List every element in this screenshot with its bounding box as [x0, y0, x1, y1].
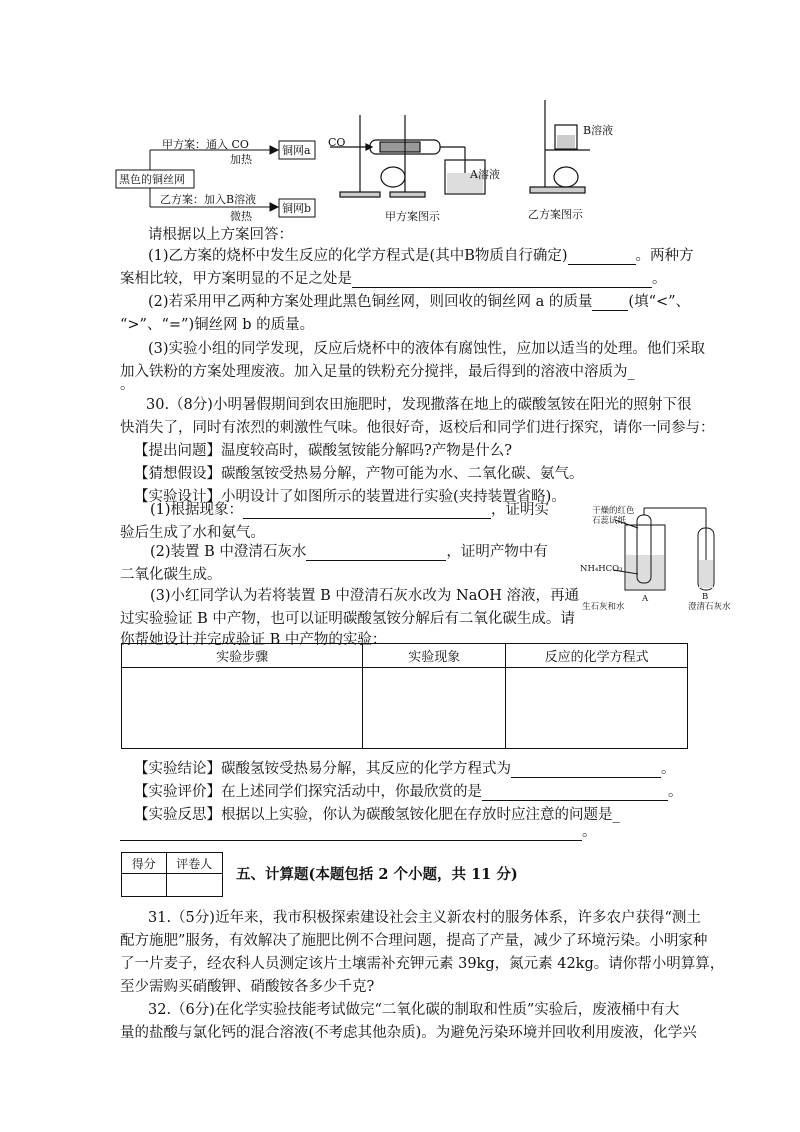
- q29-part1-line2: [120, 270, 667, 288]
- fig-litmus-label2: 石蕊试纸: [592, 516, 627, 526]
- table-cell[interactable]: [363, 668, 506, 749]
- copper-net-b: 铜网b: [282, 202, 312, 215]
- co-inlet-label: CO: [328, 136, 346, 149]
- evaluation-text: 【实验评价】在上述同学们探究活动中，你最欣赏的是: [134, 784, 482, 800]
- plan-a-condition: 加热: [230, 153, 252, 166]
- q29-part3-line2: 加入铁粉的方案处理废液。加入足量的铁粉充分搅拌，最后得到的溶液中溶质为_: [120, 364, 635, 380]
- q30-line2: 快消失了，同时有浓烈的刺激性气味。他很好奇，返校后和同学们进行探究，请你一同参与：: [120, 420, 715, 436]
- table-cell[interactable]: [122, 668, 363, 749]
- conclusion-text: 【实验结论】碳酸氢铵受热易分解，其反应的化学方程式为: [134, 761, 511, 777]
- reflection-end: 。: [582, 824, 597, 840]
- copper-net-a: 铜网a: [282, 144, 311, 157]
- experiment-table: [121, 643, 688, 749]
- q29-p2-end: (填“<”、: [628, 294, 691, 310]
- q31-line1: 31.（5分)近年来，我市积极探索建设社会主义新农村的服务体系，许多农户获得“测土: [148, 910, 701, 926]
- score-label: 得分: [122, 853, 167, 874]
- table-header-cell: 实验步骤: [122, 644, 363, 668]
- table-header-cell: 反应的化学方程式: [506, 644, 688, 668]
- fig-lime-water-label: 生石灰和水: [582, 602, 625, 612]
- q29-part3-line1: (3)实验小组的同学发现，反应后烧杯中的液体有腐蚀性，应加以适当的处理。他们采取: [148, 341, 706, 357]
- plan-b-label: 乙方案：加入B溶液: [160, 193, 257, 206]
- q30-s1-line: [150, 501, 549, 519]
- answer-blank[interactable]: [568, 250, 636, 265]
- q30-reflection-line2: [120, 823, 597, 841]
- answer-blank[interactable]: [352, 273, 652, 288]
- plan-a-apparatus: [320, 95, 520, 205]
- q30-s2-text: (2)装置 B 中澄清石灰水: [150, 544, 307, 560]
- q30-reflection: 【实验反思】根据以上实验，你认为碳酸氢铵化肥在存放时应注意的问题是_: [134, 807, 620, 823]
- q29-p2-text: (2)若采用甲乙两种方案处理此黑色铜丝网，则回收的铜丝网 a 的质量: [148, 294, 593, 310]
- fig-clear-limewater-label: 澄清石灰水: [688, 602, 731, 612]
- q30-s1-line2: 验后生成了水和氨气。: [120, 525, 265, 541]
- fig-label-b: B: [702, 592, 709, 602]
- plans-flow-diagram: [0, 0, 800, 230]
- plan-b-apparatus: [525, 95, 605, 205]
- q29-p1-end: 。两种方: [635, 248, 694, 264]
- q30-question: 【提出问题】温度较高时，碳酸氢铵能分解吗?产物是什么?: [134, 443, 513, 459]
- conclusion-end: 。: [661, 761, 676, 777]
- plan-b-caption: 乙方案图示: [528, 208, 583, 221]
- q31-line2: 配方施肥”服务，有效解决了施肥比例不合理问题，提高了产量，减少了环境污染。小明家种: [120, 933, 708, 949]
- q30-hypothesis: 【猜想假设】碳酸氢铵受热易分解，产物可能为水、二氧化碳、氨气。: [134, 466, 584, 482]
- a-solution-label: A溶液: [470, 168, 500, 181]
- fig-litmus-label1: 干燥的红色: [592, 506, 635, 516]
- table-header-row: [122, 644, 688, 668]
- q29-p1-text2: 案相比较，甲方案明显的不足之处是: [120, 271, 352, 287]
- answer-blank[interactable]: [306, 546, 446, 561]
- table-cell[interactable]: [506, 668, 688, 749]
- q30-s2-line2: 二氧化碳生成。: [120, 567, 222, 583]
- q30-line1: 30.（8分)小明暑假期间到农田施肥时，发现撒落在地上的碳酸氢铵在阳光的照射下很: [146, 397, 692, 413]
- q31-line4: 至少需购买硝酸钾、硝酸铵各多少千克?: [120, 979, 375, 995]
- fig-nh4hco3-label: NH₄HCO₃: [580, 564, 623, 574]
- q30-s3-line2: 过实验验证 B 中产物，也可以证明碳酸氢铵分解后有二氧化碳生成。请: [120, 611, 575, 627]
- q30-s2-line: [150, 543, 548, 561]
- answer-blank[interactable]: [482, 786, 668, 801]
- score-box: [121, 852, 223, 897]
- table-header-cell: 实验现象: [363, 644, 506, 668]
- nh4hco3-apparatus-figure: [580, 500, 750, 615]
- q30-s3-line3: 你帮她设计并完成验证 B 中产物的实验：: [120, 632, 387, 648]
- q31-line3: 了一片麦子，经农科人员测定该片土壤需补充钾元素 39kg，氮元素 42kg。请你帮小明算算，: [120, 956, 725, 972]
- grader-label: 评卷人: [166, 853, 222, 874]
- q30-s2-end: ，证明产物中有: [446, 544, 548, 560]
- q30-evaluation: [134, 783, 683, 801]
- q29-part2-line2: “>”、“=”)铜丝网 b 的质量。: [120, 317, 315, 333]
- answer-blank[interactable]: [243, 504, 491, 519]
- plan-a-label: 甲方案：通入 CO: [162, 138, 249, 151]
- answer-blank[interactable]: [120, 826, 582, 841]
- plan-b-condition: 微热: [230, 210, 252, 223]
- q30-s1-end: ，证明实: [491, 502, 550, 518]
- black-copper-net: 黑色的铜丝网: [119, 173, 185, 186]
- q30-s1-text: (1)根据现象：: [150, 502, 244, 518]
- answer-blank[interactable]: [592, 296, 628, 311]
- fig-label-a: A: [642, 594, 649, 604]
- q29-part3-line3: 。: [120, 377, 135, 393]
- q32-line2: 量的盐酸与氯化钙的混合溶液(不考虑其他杂质)。为避免污染环境并回收利用废液，化学兴: [120, 1025, 697, 1041]
- q29-part2-line1: [148, 293, 690, 311]
- q29-part1-line1: [148, 247, 694, 265]
- q30-design: 【实验设计】小明设计了如图所示的装置进行实验(夹持装置省略)。: [134, 489, 566, 505]
- q29-intro: 请根据以上方案回答：: [148, 227, 293, 243]
- q29-p1-end2: 。: [652, 271, 667, 287]
- score-cell[interactable]: [122, 874, 167, 897]
- answer-blank[interactable]: [511, 763, 661, 778]
- evaluation-end: 。: [668, 784, 683, 800]
- q30-conclusion: [134, 760, 676, 778]
- table-row: [122, 668, 688, 749]
- plan-a-caption: 甲方案图示: [385, 210, 440, 223]
- b-solution-label: B溶液: [583, 124, 614, 137]
- q32-line1: 32.（6分)在化学实验技能考试做完“二氧化碳的制取和性质”实验后，废液桶中有大: [148, 1002, 680, 1018]
- section5-title: 五、计算题(本题包括 2 个小题，共 11 分): [236, 866, 518, 883]
- q30-s3-line1: (3)小红同学认为若将装置 B 中澄清石灰水改为 NaOH 溶液，再通: [150, 588, 579, 604]
- q29-p1-text: (1)乙方案的烧杯中发生反应的化学方程式是(其中B物质自行确定): [148, 248, 568, 264]
- grader-cell[interactable]: [166, 874, 222, 897]
